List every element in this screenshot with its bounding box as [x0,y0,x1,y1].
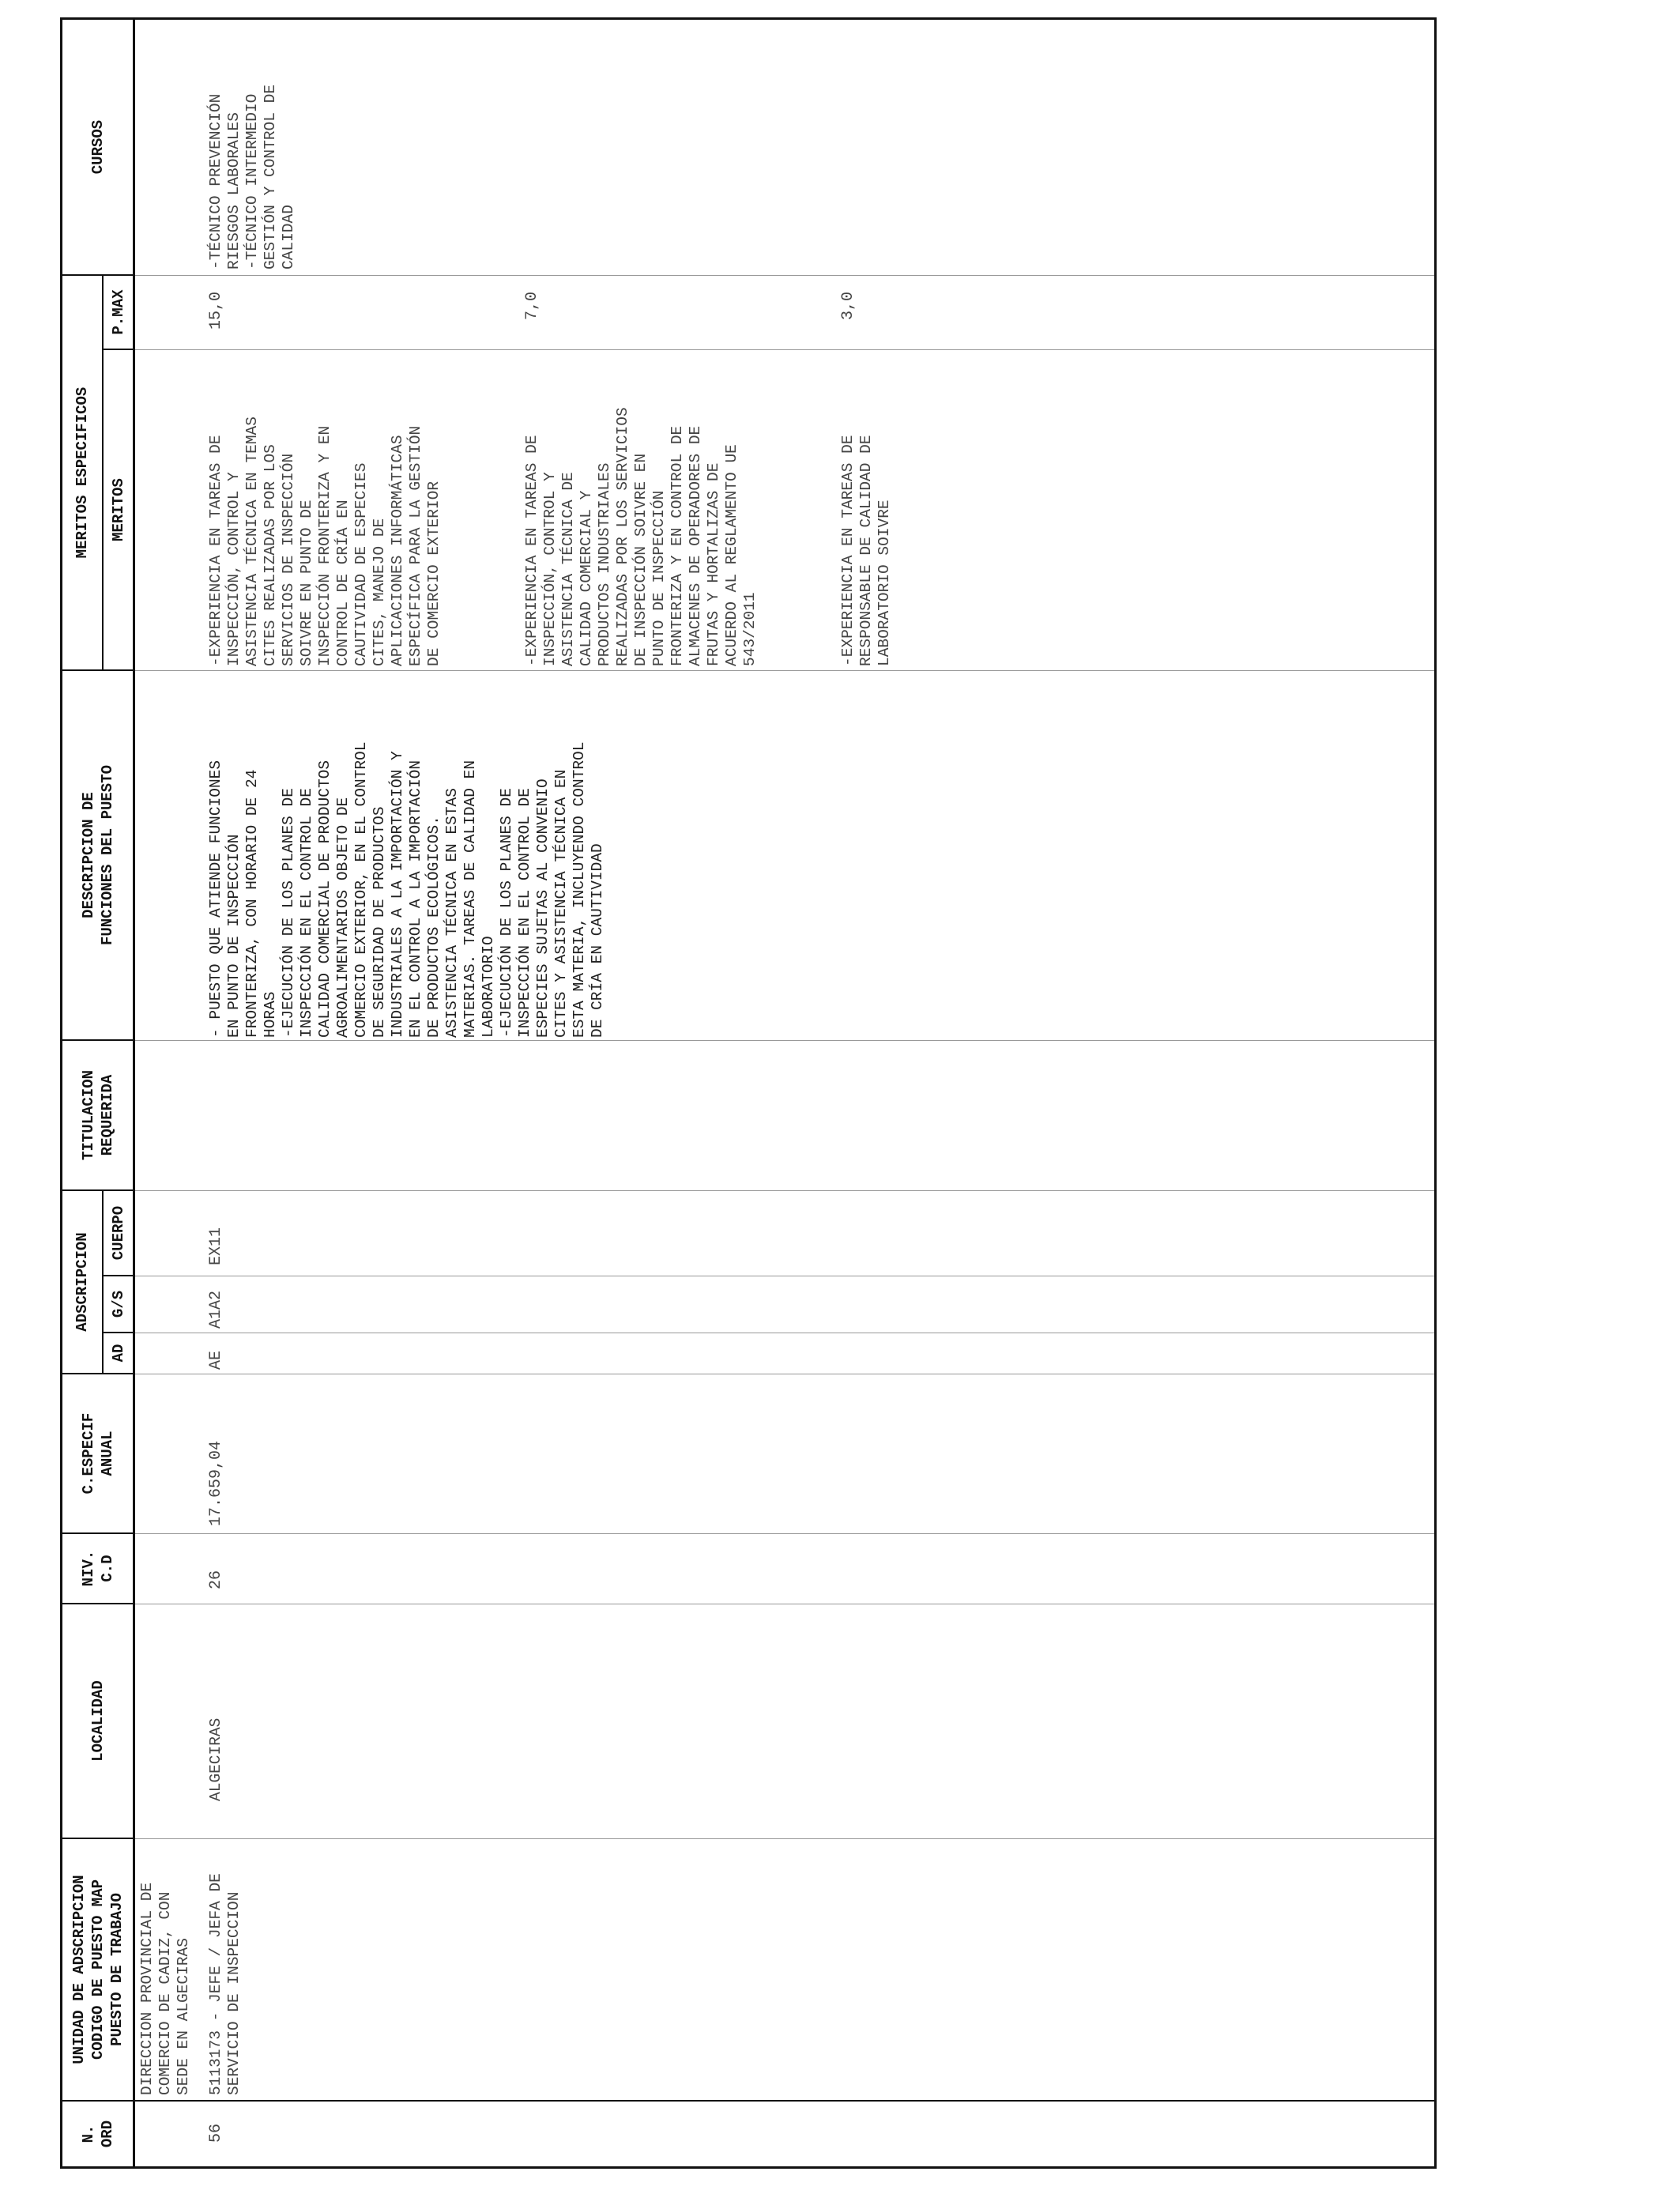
header-localidad: LOCALIDAD [89,1680,107,1762]
header-n-ord: N. ORD [79,2120,116,2148]
header-divider [133,20,135,2166]
col-divider-cuerpo [133,1190,1434,1191]
header-cuerpo: CUERPO [109,1205,127,1261]
col-divider-pmax [133,275,1434,276]
merito-1-pmax: 15,0 [207,291,225,330]
col-divider-ord [62,2100,1434,2102]
col-divider-descripcion [133,670,1434,671]
cuerpo-value: EX11 [207,1227,225,1265]
row-number: 56 [207,2123,225,2143]
header-cursos: CURSOS [89,119,107,175]
header-niv: NIV. C.D [79,1550,116,1587]
ad-value: AE [207,1350,225,1370]
merito-2-pmax: 7,0 [523,291,541,320]
merito-1: -EXPERIENCIA EN TAREAS DE INSPECCIÓN, CONTROL Y ASISTENCIA TÉCNICA EN TEMAS CITES REALIZADAS POR LOS SERVICIOS DE INSPECCIÓN SOIVRE EN PUNTO DE INSPECCIÓN FRONTERIZA Y EN CONTROL DE CRÍA EN CAUTIVIDAD DE ESPECIES CITES, MANEJO DE APLICACIONES INFORMÁTICAS ESPECÍFICA PARA LA GESTIÓN DE COMERCIO EXTERIOR [207,417,443,666]
col-divider-titulacion [133,1040,1434,1041]
header-meritos-especificos: MERITOS ESPECIFICOS [73,386,91,559]
header-ad: AD [109,1344,127,1363]
header-pmax: P.MAX [109,289,127,335]
header-unidad: UNIDAD DE ADSCRIPCION CODIGO DE PUESTO MAP PUESTO DE TRABAJO [70,1875,126,2064]
header-gs: G/S [109,1290,127,1318]
header-titulacion: TITULACION REQUERIDA [79,1069,116,1161]
cursos-value: -TÉCNICO PREVENCIÓN RIESGOS LABORALES -TÉCNICO INTERMEDIO GESTIÓN Y CONTROL DE CALIDAD [207,84,297,270]
merito-3: -EXPERIENCIA EN TAREAS DE RESPONSABLE DE CALIDAD DE LABORATORIO SOIVRE [839,435,893,666]
col-divider-unidad [133,1838,1434,1839]
header-meritos: MERITOS [109,478,127,541]
header-c-especif: C.ESPECIF ANUAL [79,1412,116,1495]
rotated-table [62,20,1434,2166]
niv-value: 26 [207,1570,225,1589]
merito-3-pmax: 3,0 [839,291,857,320]
localidad-value: ALGECIRAS [207,1717,224,1801]
document-frame [60,17,1437,2169]
header-adscripcion: ADSCRIPCION [73,1232,91,1332]
col-divider-meritos [133,349,1434,350]
gs-value: A1A2 [207,1290,225,1329]
unit-name: DIRECCION PROVINCIAL DE COMERCIO DE CADIZ, CON SEDE EN ALGECIRAS [138,1882,192,2095]
descripcion-funciones: - PUESTO QUE ATIENDE FUNCIONES EN PUNTO DE INSPECCIÓN FRONTERIZA, CON HORARIO DE 24 HORAS -EJECUCIÓN DE LOS PLANES DE INSPECCIÓN EN EL CONTROL DE CALIDAD COMERCIAL DE PRODUCTOS AGROALIMENTARIOS OBJETO DE COMERCIO EXTERIOR, EN EL CONTROL DE SEGURIDAD DE PRODUCTOS INDUSTRIALES A LA IMPORTACIÓN Y EN EL CONTROL A LA IMPORTACIÓN DE PRODUCTOS ECOLÓGICOS. ASISTENCIA TÉCNICA EN ESTAS MATERIAS. TAREAS DE CALIDAD EN LABORATORIO -EJECUCIÓN DE LOS PLANES DE INSPECCIÓN EN EL CONTROL DE ESPECIES SUJETAS AL CONVENIO CITES Y ASISTENCIA TÉCNICA EN ESTA MATERIA, INCLUYENDO CONTROL DE CRÍA EN CAUTIVIDAD [207,741,606,1038]
puesto-code-title: 5113173 - JEFE / JEFA DE SERVICIO DE INSPECCION [207,1873,243,2095]
merito-2: -EXPERIENCIA EN TAREAS DE INSPECCIÓN, CONTROL Y ASISTENCIA TÉCNICA DE CALIDAD COMERCIAL Y PRODUCTOS INDUSTRIALES REALIZADAS POR LOS SERVICIOS DE INSPECCIÓN SOIVRE EN PUNTO DE INSPECCIÓN FRONTERIZA Y EN CONTROL DE ALMACENES DE OPERADORES DE FRUTAS Y HORTALIZAS DE ACUERDO AL REGLAMENTO UE 543/2011 [523,407,759,666]
c-especif-value: 17.659,04 [207,1440,225,1526]
header-descripcion: DESCRIPCION DE FUNCIONES DEL PUESTO [79,764,116,946]
col-divider-niv [133,1533,1434,1534]
